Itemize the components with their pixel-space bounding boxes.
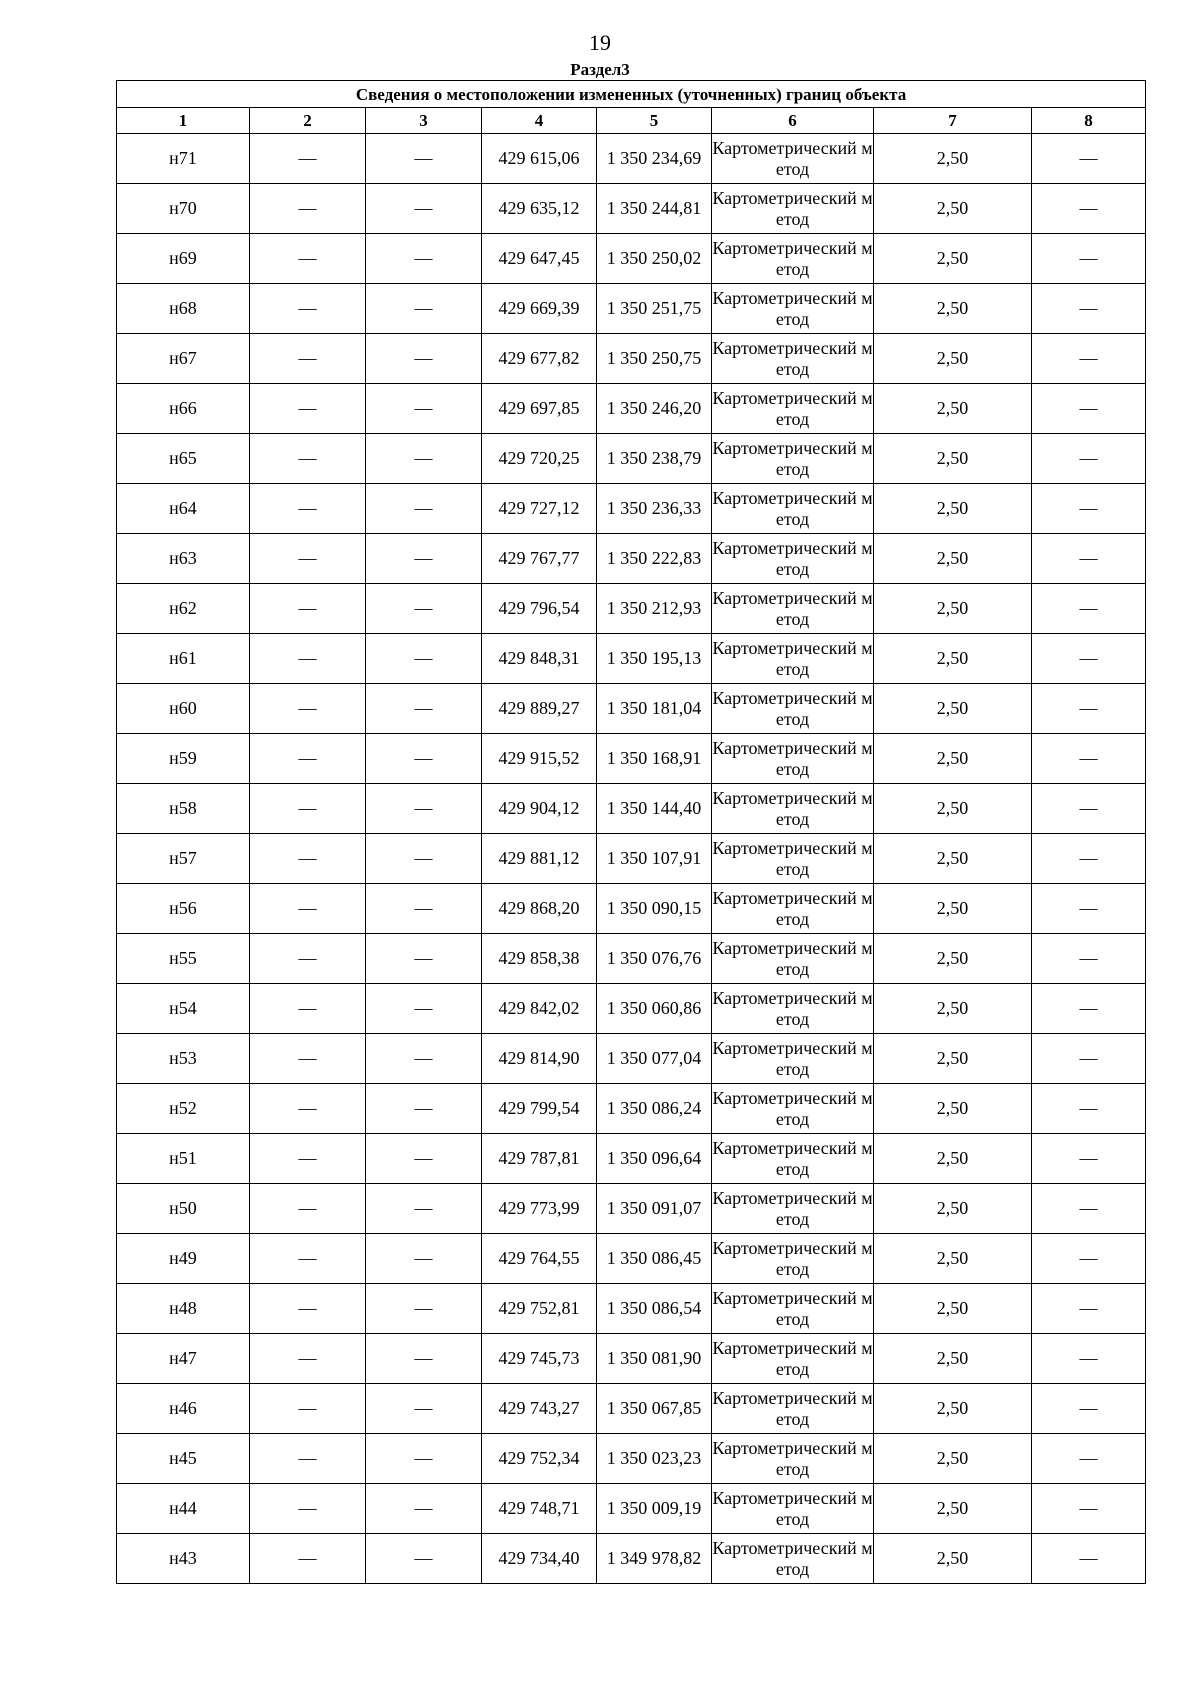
table-row	[117, 1284, 1146, 1334]
col8-cell: —	[1032, 134, 1146, 184]
col2-cell: —	[250, 534, 366, 584]
accuracy-cell: 2,50	[874, 1034, 1032, 1084]
table-row	[117, 134, 1146, 184]
accuracy-cell: 2,50	[874, 334, 1032, 384]
method-cell: Картометрический метод	[712, 1234, 874, 1284]
y-coordinate-cell: 1 350 107,91	[597, 834, 712, 884]
table-row	[117, 1184, 1146, 1234]
accuracy-cell: 2,50	[874, 734, 1032, 784]
x-coordinate-cell: 429 752,81	[482, 1284, 597, 1334]
table-row	[117, 384, 1146, 434]
table-row	[117, 334, 1146, 384]
col2-cell: —	[250, 1484, 366, 1534]
col3-cell: —	[366, 1484, 482, 1534]
col2-cell: —	[250, 1334, 366, 1384]
accuracy-cell: 2,50	[874, 1084, 1032, 1134]
point-name-cell: н48	[117, 1284, 250, 1334]
col2-cell: —	[250, 1034, 366, 1084]
col3-cell: —	[366, 1184, 482, 1234]
col8-cell: —	[1032, 1484, 1146, 1534]
table-row	[117, 684, 1146, 734]
col3-cell: —	[366, 684, 482, 734]
col2-cell: —	[250, 434, 366, 484]
point-name-cell: н62	[117, 584, 250, 634]
col3-cell: —	[366, 1134, 482, 1184]
table-row	[117, 934, 1146, 984]
method-cell: Картометрический метод	[712, 284, 874, 334]
accuracy-cell: 2,50	[874, 1284, 1032, 1334]
method-cell: Картометрический метод	[712, 1134, 874, 1184]
y-coordinate-cell: 1 350 091,07	[597, 1184, 712, 1234]
point-name-cell: н47	[117, 1334, 250, 1384]
y-coordinate-cell: 1 350 086,54	[597, 1284, 712, 1334]
col3-cell: —	[366, 534, 482, 584]
y-coordinate-cell: 1 350 251,75	[597, 284, 712, 334]
page-number: 19	[589, 30, 611, 55]
col3-cell: —	[366, 1084, 482, 1134]
col8-cell: —	[1032, 1134, 1146, 1184]
method-cell: Картометрический метод	[712, 184, 874, 234]
method-cell: Картометрический метод	[712, 834, 874, 884]
x-coordinate-cell: 429 915,52	[482, 734, 597, 784]
col3-cell: —	[366, 1284, 482, 1334]
point-name-cell: н59	[117, 734, 250, 784]
col3-cell: —	[366, 734, 482, 784]
point-name-cell: н50	[117, 1184, 250, 1234]
point-name-cell: н63	[117, 534, 250, 584]
point-name-cell: н71	[117, 134, 250, 184]
col2-cell: —	[250, 1384, 366, 1434]
method-cell: Картометрический метод	[712, 1084, 874, 1134]
column-number: 3	[366, 108, 482, 134]
accuracy-cell: 2,50	[874, 684, 1032, 734]
col8-cell: —	[1032, 584, 1146, 634]
col3-cell: —	[366, 1334, 482, 1384]
col8-cell: —	[1032, 534, 1146, 584]
y-coordinate-cell: 1 350 168,91	[597, 734, 712, 784]
point-name-cell: н66	[117, 384, 250, 434]
y-coordinate-cell: 1 350 023,23	[597, 1434, 712, 1484]
table-row	[117, 584, 1146, 634]
col8-cell: —	[1032, 1234, 1146, 1284]
table-row	[117, 1434, 1146, 1484]
table-row	[117, 1034, 1146, 1084]
accuracy-cell: 2,50	[874, 584, 1032, 634]
column-number: 8	[1032, 108, 1146, 134]
accuracy-cell: 2,50	[874, 534, 1032, 584]
table-row	[117, 1084, 1146, 1134]
x-coordinate-cell: 429 745,73	[482, 1334, 597, 1384]
col3-cell: —	[366, 284, 482, 334]
y-coordinate-cell: 1 349 978,82	[597, 1534, 712, 1584]
table-row	[117, 1234, 1146, 1284]
point-name-cell: н64	[117, 484, 250, 534]
x-coordinate-cell: 429 858,38	[482, 934, 597, 984]
col3-cell: —	[366, 634, 482, 684]
table-row	[117, 534, 1146, 584]
method-cell: Картометрический метод	[712, 584, 874, 634]
accuracy-cell: 2,50	[874, 1434, 1032, 1484]
col2-cell: —	[250, 1234, 366, 1284]
table-row	[117, 1534, 1146, 1584]
method-cell: Картометрический метод	[712, 334, 874, 384]
col8-cell: —	[1032, 1084, 1146, 1134]
section-title: Раздел3	[570, 60, 630, 79]
col2-cell: —	[250, 284, 366, 334]
col2-cell: —	[250, 1084, 366, 1134]
y-coordinate-cell: 1 350 090,15	[597, 884, 712, 934]
col3-cell: —	[366, 434, 482, 484]
col8-cell: —	[1032, 1384, 1146, 1434]
accuracy-cell: 2,50	[874, 1234, 1032, 1284]
point-name-cell: н49	[117, 1234, 250, 1284]
accuracy-cell: 2,50	[874, 1484, 1032, 1534]
point-name-cell: н70	[117, 184, 250, 234]
accuracy-cell: 2,50	[874, 1184, 1032, 1234]
col2-cell: —	[250, 584, 366, 634]
point-name-cell: н46	[117, 1384, 250, 1434]
y-coordinate-cell: 1 350 212,93	[597, 584, 712, 634]
col3-cell: —	[366, 1034, 482, 1084]
accuracy-cell: 2,50	[874, 984, 1032, 1034]
col3-cell: —	[366, 584, 482, 634]
method-cell: Картометрический метод	[712, 1484, 874, 1534]
table-row	[117, 234, 1146, 284]
accuracy-cell: 2,50	[874, 1334, 1032, 1384]
col2-cell: —	[250, 484, 366, 534]
point-name-cell: н61	[117, 634, 250, 684]
x-coordinate-cell: 429 842,02	[482, 984, 597, 1034]
table-row	[117, 484, 1146, 534]
col3-cell: —	[366, 1534, 482, 1584]
method-cell: Картометрический метод	[712, 784, 874, 834]
table-row	[117, 734, 1146, 784]
table-row	[117, 1334, 1146, 1384]
point-name-cell: н68	[117, 284, 250, 334]
table-row	[117, 184, 1146, 234]
x-coordinate-cell: 429 868,20	[482, 884, 597, 934]
y-coordinate-cell: 1 350 067,85	[597, 1384, 712, 1434]
col8-cell: —	[1032, 334, 1146, 384]
accuracy-cell: 2,50	[874, 1134, 1032, 1184]
col2-cell: —	[250, 984, 366, 1034]
y-coordinate-cell: 1 350 077,04	[597, 1034, 712, 1084]
accuracy-cell: 2,50	[874, 184, 1032, 234]
col3-cell: —	[366, 134, 482, 184]
y-coordinate-cell: 1 350 086,24	[597, 1084, 712, 1134]
accuracy-cell: 2,50	[874, 284, 1032, 334]
col2-cell: —	[250, 684, 366, 734]
table-row	[117, 634, 1146, 684]
col2-cell: —	[250, 1134, 366, 1184]
column-number: 2	[250, 108, 366, 134]
method-cell: Картометрический метод	[712, 934, 874, 984]
point-name-cell: н44	[117, 1484, 250, 1534]
y-coordinate-cell: 1 350 222,83	[597, 534, 712, 584]
x-coordinate-cell: 429 814,90	[482, 1034, 597, 1084]
column-number: 7	[874, 108, 1032, 134]
col3-cell: —	[366, 884, 482, 934]
point-name-cell: н56	[117, 884, 250, 934]
y-coordinate-cell: 1 350 144,40	[597, 784, 712, 834]
col3-cell: —	[366, 384, 482, 434]
col8-cell: —	[1032, 1534, 1146, 1584]
accuracy-cell: 2,50	[874, 934, 1032, 984]
accuracy-cell: 2,50	[874, 384, 1032, 434]
x-coordinate-cell: 429 764,55	[482, 1234, 597, 1284]
accuracy-cell: 2,50	[874, 784, 1032, 834]
point-name-cell: н45	[117, 1434, 250, 1484]
table-row	[117, 434, 1146, 484]
method-cell: Картометрический метод	[712, 384, 874, 434]
col8-cell: —	[1032, 1284, 1146, 1334]
col2-cell: —	[250, 184, 366, 234]
x-coordinate-cell: 429 752,34	[482, 1434, 597, 1484]
col3-cell: —	[366, 334, 482, 384]
col2-cell: —	[250, 134, 366, 184]
col2-cell: —	[250, 1434, 366, 1484]
y-coordinate-cell: 1 350 250,02	[597, 234, 712, 284]
col3-cell: —	[366, 934, 482, 984]
y-coordinate-cell: 1 350 096,64	[597, 1134, 712, 1184]
method-cell: Картометрический метод	[712, 884, 874, 934]
point-name-cell: н43	[117, 1534, 250, 1584]
table-caption: Сведения о местоположении измененных (уточненных) границ объекта	[117, 81, 1146, 108]
x-coordinate-cell: 429 799,54	[482, 1084, 597, 1134]
accuracy-cell: 2,50	[874, 434, 1032, 484]
x-coordinate-cell: 429 669,39	[482, 284, 597, 334]
point-name-cell: н65	[117, 434, 250, 484]
y-coordinate-cell: 1 350 246,20	[597, 384, 712, 434]
col8-cell: —	[1032, 484, 1146, 534]
accuracy-cell: 2,50	[874, 834, 1032, 884]
col8-cell: —	[1032, 1184, 1146, 1234]
col3-cell: —	[366, 1384, 482, 1434]
accuracy-cell: 2,50	[874, 134, 1032, 184]
y-coordinate-cell: 1 350 250,75	[597, 334, 712, 384]
y-coordinate-cell: 1 350 086,45	[597, 1234, 712, 1284]
col2-cell: —	[250, 934, 366, 984]
accuracy-cell: 2,50	[874, 1384, 1032, 1434]
table-row	[117, 784, 1146, 834]
method-cell: Картометрический метод	[712, 684, 874, 734]
y-coordinate-cell: 1 350 238,79	[597, 434, 712, 484]
x-coordinate-cell: 429 773,99	[482, 1184, 597, 1234]
col8-cell: —	[1032, 884, 1146, 934]
table-row	[117, 1134, 1146, 1184]
column-number: 1	[117, 108, 250, 134]
col8-cell: —	[1032, 634, 1146, 684]
column-number: 6	[712, 108, 874, 134]
column-number: 5	[597, 108, 712, 134]
col8-cell: —	[1032, 1034, 1146, 1084]
point-name-cell: н69	[117, 234, 250, 284]
x-coordinate-cell: 429 881,12	[482, 834, 597, 884]
col3-cell: —	[366, 784, 482, 834]
method-cell: Картометрический метод	[712, 434, 874, 484]
col3-cell: —	[366, 1434, 482, 1484]
accuracy-cell: 2,50	[874, 884, 1032, 934]
point-name-cell: н67	[117, 334, 250, 384]
point-name-cell: н58	[117, 784, 250, 834]
column-number: 4	[482, 108, 597, 134]
col8-cell: —	[1032, 984, 1146, 1034]
point-name-cell: н55	[117, 934, 250, 984]
method-cell: Картометрический метод	[712, 1184, 874, 1234]
method-cell: Картометрический метод	[712, 734, 874, 784]
col8-cell: —	[1032, 284, 1146, 334]
method-cell: Картометрический метод	[712, 1034, 874, 1084]
accuracy-cell: 2,50	[874, 484, 1032, 534]
method-cell: Картометрический метод	[712, 1534, 874, 1584]
x-coordinate-cell: 429 787,81	[482, 1134, 597, 1184]
x-coordinate-cell: 429 743,27	[482, 1384, 597, 1434]
method-cell: Картометрический метод	[712, 534, 874, 584]
method-cell: Картометрический метод	[712, 1284, 874, 1334]
x-coordinate-cell: 429 727,12	[482, 484, 597, 534]
table-row	[117, 884, 1146, 934]
col2-cell: —	[250, 884, 366, 934]
y-coordinate-cell: 1 350 181,04	[597, 684, 712, 734]
x-coordinate-cell: 429 796,54	[482, 584, 597, 634]
x-coordinate-cell: 429 720,25	[482, 434, 597, 484]
table-row	[117, 984, 1146, 1034]
col2-cell: —	[250, 1184, 366, 1234]
x-coordinate-cell: 429 635,12	[482, 184, 597, 234]
col2-cell: —	[250, 1534, 366, 1584]
col8-cell: —	[1032, 1334, 1146, 1384]
table-row	[117, 1484, 1146, 1534]
table-row	[117, 284, 1146, 334]
point-name-cell: н51	[117, 1134, 250, 1184]
column-number-row	[117, 108, 1146, 134]
point-name-cell: н54	[117, 984, 250, 1034]
col3-cell: —	[366, 1234, 482, 1284]
method-cell: Картометрический метод	[712, 234, 874, 284]
method-cell: Картометрический метод	[712, 634, 874, 684]
method-cell: Картометрический метод	[712, 984, 874, 1034]
y-coordinate-cell: 1 350 076,76	[597, 934, 712, 984]
method-cell: Картометрический метод	[712, 1334, 874, 1384]
point-name-cell: н52	[117, 1084, 250, 1134]
col8-cell: —	[1032, 234, 1146, 284]
col8-cell: —	[1032, 684, 1146, 734]
col8-cell: —	[1032, 834, 1146, 884]
col8-cell: —	[1032, 1434, 1146, 1484]
col2-cell: —	[250, 634, 366, 684]
col3-cell: —	[366, 234, 482, 284]
y-coordinate-cell: 1 350 195,13	[597, 634, 712, 684]
col8-cell: —	[1032, 184, 1146, 234]
col3-cell: —	[366, 984, 482, 1034]
col2-cell: —	[250, 1284, 366, 1334]
col8-cell: —	[1032, 734, 1146, 784]
coordinates-table	[116, 80, 1146, 1584]
col8-cell: —	[1032, 384, 1146, 434]
y-coordinate-cell: 1 350 244,81	[597, 184, 712, 234]
col2-cell: —	[250, 734, 366, 784]
x-coordinate-cell: 429 697,85	[482, 384, 597, 434]
table-row	[117, 834, 1146, 884]
x-coordinate-cell: 429 748,71	[482, 1484, 597, 1534]
x-coordinate-cell: 429 889,27	[482, 684, 597, 734]
method-cell: Картометрический метод	[712, 134, 874, 184]
col8-cell: —	[1032, 784, 1146, 834]
x-coordinate-cell: 429 904,12	[482, 784, 597, 834]
method-cell: Картометрический метод	[712, 1434, 874, 1484]
point-name-cell: н57	[117, 834, 250, 884]
col2-cell: —	[250, 384, 366, 434]
col2-cell: —	[250, 334, 366, 384]
col8-cell: —	[1032, 934, 1146, 984]
x-coordinate-cell: 429 615,06	[482, 134, 597, 184]
x-coordinate-cell: 429 848,31	[482, 634, 597, 684]
col3-cell: —	[366, 484, 482, 534]
col2-cell: —	[250, 234, 366, 284]
y-coordinate-cell: 1 350 081,90	[597, 1334, 712, 1384]
point-name-cell: н53	[117, 1034, 250, 1084]
point-name-cell: н60	[117, 684, 250, 734]
y-coordinate-cell: 1 350 060,86	[597, 984, 712, 1034]
x-coordinate-cell: 429 677,82	[482, 334, 597, 384]
accuracy-cell: 2,50	[874, 1534, 1032, 1584]
accuracy-cell: 2,50	[874, 234, 1032, 284]
y-coordinate-cell: 1 350 236,33	[597, 484, 712, 534]
x-coordinate-cell: 429 647,45	[482, 234, 597, 284]
table-row	[117, 1384, 1146, 1434]
x-coordinate-cell: 429 767,77	[482, 534, 597, 584]
method-cell: Картометрический метод	[712, 484, 874, 534]
col8-cell: —	[1032, 434, 1146, 484]
col3-cell: —	[366, 184, 482, 234]
col3-cell: —	[366, 834, 482, 884]
y-coordinate-cell: 1 350 009,19	[597, 1484, 712, 1534]
x-coordinate-cell: 429 734,40	[482, 1534, 597, 1584]
method-cell: Картометрический метод	[712, 1384, 874, 1434]
y-coordinate-cell: 1 350 234,69	[597, 134, 712, 184]
table-body	[117, 134, 1146, 1584]
accuracy-cell: 2,50	[874, 634, 1032, 684]
col2-cell: —	[250, 834, 366, 884]
col2-cell: —	[250, 784, 366, 834]
